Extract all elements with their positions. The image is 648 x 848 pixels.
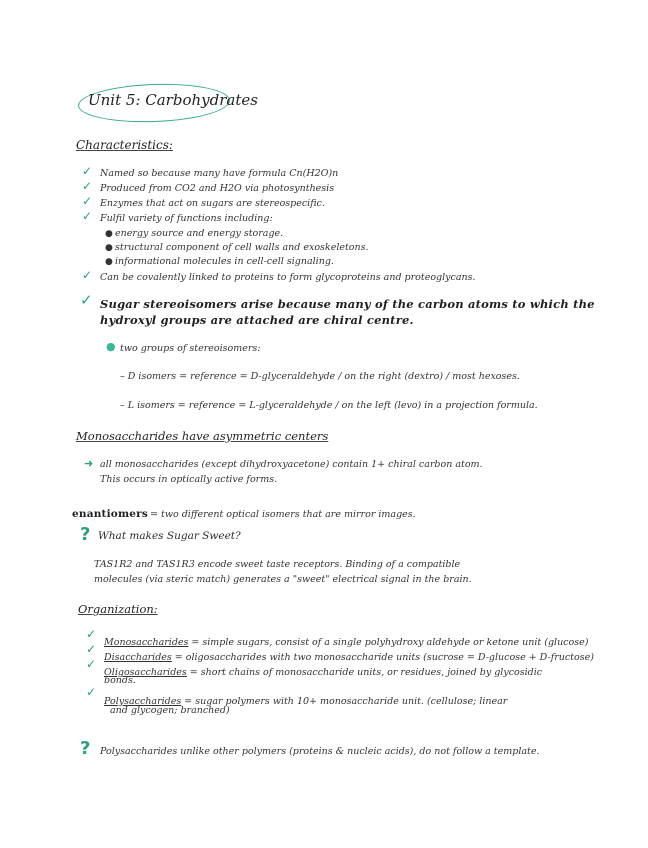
groups-label: two groups of stereoisomers: xyxy=(120,343,261,354)
check-icon: ✓ xyxy=(86,627,97,641)
characteristics-heading: Characteristics: xyxy=(76,138,173,152)
sweet-question: What makes Sugar Sweet? xyxy=(98,530,241,542)
footer-note: Polysaccharides unlike other polymers (proteins & nucleic acids), do not follow a template. xyxy=(100,746,540,757)
check-icon: ✓ xyxy=(82,268,93,282)
oligosaccharides-def: = short chains of monosaccharide units, or residues, joined by glycosidic xyxy=(189,667,543,678)
enantiomers-def: = two different optical isomers that are mirror images. xyxy=(150,509,416,520)
l-isomers-line: – L isomers = reference = L-glyceraldehyde / on the left (levo) in a projection formula. xyxy=(120,400,538,411)
stereoisomer-point-line-2: hydroxyl groups are attached are chiral centre. xyxy=(100,313,414,327)
monosaccharides-line-1: all monosaccharides (except dihydroxyacetone) contain 1+ chiral carbon atom. xyxy=(100,459,483,470)
question-mark-icon: ? xyxy=(80,524,91,545)
characteristic-item-5: Can be covalently linked to proteins to form glycoproteins and proteoglycans. xyxy=(100,272,476,283)
monosaccharides-term: Monosaccharides xyxy=(104,637,189,648)
function-sub-item-1: energy source and energy storage. xyxy=(115,228,284,239)
polysaccharides-def: = sugar polymers with 10+ monosaccharide unit. (cellulose; linear xyxy=(184,696,508,707)
stereoisomer-point-line-1: Sugar stereoisomers arise because many of the carbon atoms to which the xyxy=(100,297,595,311)
check-icon: ✓ xyxy=(86,657,97,671)
bullet-icon: ● xyxy=(106,340,116,353)
bullet-icon: ● xyxy=(105,257,113,267)
enantiomers-term: enantiomers xyxy=(72,508,149,520)
check-icon: ✓ xyxy=(86,685,97,699)
sweet-line-1: TAS1R2 and TAS1R3 encode sweet taste receptors. Binding of a compatible xyxy=(94,559,461,570)
characteristic-item-1: Named so because many have formula Cn(H2O)n xyxy=(100,168,339,179)
monosaccharides-def: = simple sugars, consist of a single polyhydroxy aldehyde or ketone unit (glucose) xyxy=(191,637,589,648)
check-icon: ✓ xyxy=(86,642,97,656)
sweet-line-2: molecules (via steric match) generates a "sweet" electrical signal in the brain. xyxy=(94,574,472,585)
oligosaccharides-def-cont: bonds. xyxy=(104,675,136,686)
page-title: Unit 5: Carbohydrates xyxy=(88,91,258,109)
d-isomers-line: – D isomers = reference = D-glyceraldehyde / on the right (dextro) / most hexoses. xyxy=(120,371,520,382)
polysaccharides-term: Polysaccharides xyxy=(104,696,182,707)
check-icon: ✓ xyxy=(82,179,93,193)
monosaccharides-line-2: This occurs in optically active forms. xyxy=(100,474,278,485)
question-mark-icon: ? xyxy=(80,738,91,759)
bullet-icon: ● xyxy=(105,243,113,253)
disaccharides-term: Disaccharides xyxy=(104,652,172,663)
function-sub-item-2: structural component of cell walls and exoskeletons. xyxy=(115,242,369,253)
enantiomers-definition xyxy=(72,502,416,521)
bullet-icon: ● xyxy=(105,229,113,239)
monosaccharides-heading: Monosaccharides have asymmetric centers xyxy=(76,429,329,443)
oligosaccharides-term: Oligosaccharides xyxy=(104,667,187,678)
disaccharides-def: = oligosaccharides with two monosaccharide units (sucrose = D-glucose + D-fructose) xyxy=(174,652,594,663)
organization-item-oligosaccharides xyxy=(104,660,542,679)
check-icon: ✓ xyxy=(82,164,93,178)
polysaccharides-def-cont: and glycogen; branched) xyxy=(110,705,230,716)
check-icon: ✓ xyxy=(82,209,93,223)
function-sub-item-3: informational molecules in cell-cell signaling. xyxy=(115,256,334,267)
arrow-right-icon: ➜ xyxy=(84,457,94,470)
characteristic-item-2: Produced from CO2 and H2O via photosynthesis xyxy=(100,183,335,194)
characteristic-item-4: Fulfil variety of functions including: xyxy=(100,213,273,224)
check-icon: ✓ xyxy=(80,291,93,309)
characteristic-item-3: Enzymes that act on sugars are stereospecific. xyxy=(100,198,325,209)
check-icon: ✓ xyxy=(82,194,93,208)
organization-heading: Organization: xyxy=(78,602,158,616)
